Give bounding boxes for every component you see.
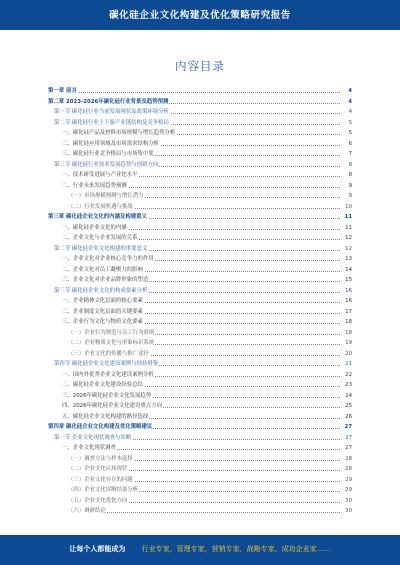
- toc-entry-label: （一）企业行为规范与员工行为准则: [68, 328, 155, 339]
- toc-entry-label: 二、企业文化对员工凝聚力的影响: [62, 265, 144, 276]
- toc-entry-page: 13: [345, 256, 352, 262]
- toc-entry[interactable]: [48, 422, 352, 433]
- toc-entry-label: 一、碳化硅企业文化的内涵: [62, 223, 128, 234]
- toc-entry-page: 5: [348, 130, 352, 136]
- footer-slogan: 让每个人都能成为: [69, 545, 126, 553]
- toc-entry-page: 20: [345, 350, 352, 357]
- toc-entry-label: 第三节 碳化硅行业技术发展趋势与创新方向: [54, 160, 159, 171]
- toc-entry-page: 11: [345, 224, 352, 231]
- toc-entry-page: 16: [345, 298, 352, 304]
- toc-entry-label: 二、碳化硅应用领域及市场需求结构分析: [62, 139, 160, 150]
- toc-entry-page: 25: [345, 403, 352, 409]
- toc-entry-page: 16: [345, 287, 352, 294]
- toc-entry-label: 第三节 碳化硅企业文化的构成要素分析: [54, 286, 148, 297]
- toc-entry-label: 一、碳化硅产品及材料市场规模与增长趋势分析: [62, 128, 176, 139]
- toc-entry[interactable]: [62, 380, 352, 391]
- toc-entry[interactable]: [62, 170, 352, 181]
- toc-entry-label: 一、企业文化现状调查: [62, 443, 117, 454]
- toc-entry-page: 23: [345, 382, 352, 388]
- toc-entry[interactable]: [54, 107, 352, 118]
- toc-entry-label: （四）企业文化诊断结果分析: [68, 485, 139, 496]
- toc-entry-label: 二、行业未来发展趋势预测: [62, 181, 128, 192]
- toc-entry[interactable]: [54, 286, 352, 297]
- toc-entry-label: 二、碳化硅企业文化建设经验总结: [62, 380, 144, 391]
- toc-entry-page: 30: [345, 508, 352, 514]
- header-band: [0, 0, 400, 30]
- toc-entry-label: 一、技术研发进展与产业化水平: [62, 170, 138, 181]
- toc-entry-label: 第四节 碳化硅企业文化建设案例与经验借鉴: [54, 359, 159, 370]
- toc-entry-label: 一、企业文化对企业核心竞争力的作用: [62, 254, 155, 265]
- toc-list: [0, 86, 400, 516]
- toc-entry[interactable]: [54, 359, 352, 370]
- toc-entry-label: 第二章 2023-2026年碳化硅行业背景及趋势预测: [48, 97, 169, 108]
- toc-entry-label: 一、国内外优秀企业文化建设案例分析: [62, 370, 155, 381]
- toc-entry-label: 第二节 碳化硅企业文化构建的重要意义: [54, 244, 148, 255]
- toc-entry-page: 19: [345, 340, 352, 346]
- toc-entry[interactable]: [54, 433, 352, 444]
- toc-entry[interactable]: [62, 181, 352, 192]
- toc-entry-label: （二）企业物质文化与形象标识系统: [68, 338, 155, 349]
- toc-entry[interactable]: [54, 160, 352, 171]
- toc-entry-page: 12: [345, 245, 352, 252]
- footer-tags: 行业专家，管理专家，营销专家，战略专家，成功企业家……: [141, 545, 331, 553]
- toc-entry[interactable]: [68, 475, 352, 486]
- toc-entry[interactable]: [68, 328, 352, 339]
- toc-entry[interactable]: [68, 496, 352, 507]
- toc-heading: 内容目录: [175, 59, 225, 73]
- toc-entry-label: 一、企业精神文化层面的核心要素: [62, 296, 144, 307]
- toc-entry-label: 三、企业文化对企业品牌形象的塑造: [62, 275, 149, 286]
- toc-entry-label: 第一节 企业文化现状调查与诊断: [54, 433, 132, 444]
- toc-entry-page: 9: [348, 182, 352, 189]
- toc-entry[interactable]: [48, 97, 352, 108]
- toc-entry[interactable]: [48, 86, 352, 97]
- toc-entry-page: 4: [348, 98, 352, 105]
- toc-entry[interactable]: [62, 401, 352, 412]
- toc-entry-page: 18: [345, 329, 352, 336]
- toc-entry-page: 12: [345, 235, 352, 241]
- toc-entry-page: 30: [345, 497, 352, 504]
- toc-entry[interactable]: [62, 254, 352, 265]
- toc-entry[interactable]: [68, 464, 352, 475]
- toc-entry-leader: [48, 92, 340, 93]
- toc-entry-page: 14: [345, 266, 352, 273]
- toc-entry-label: （三）企业文化存在的问题: [68, 475, 134, 486]
- toc-entry-label: 二、企业制度文化层面的关键要素: [62, 307, 144, 318]
- toc-entry[interactable]: [62, 139, 352, 150]
- toc-entry-label: 第四章 碳化硅企业文化构建及优化策略建议: [48, 422, 153, 433]
- toc-entry-page: 22: [345, 371, 352, 378]
- toc-entry-label: （三）企业文化的传播与推广途径: [68, 349, 150, 360]
- toc-entry-page: 17: [345, 308, 352, 315]
- toc-entry-leader: [68, 512, 340, 513]
- toc-entry[interactable]: [62, 370, 352, 381]
- toc-entry-page: 5: [348, 119, 352, 126]
- footer-text: [0, 544, 400, 554]
- toc-entry-label: （五）企业文化优化方向: [68, 496, 128, 507]
- toc-entry-label: 第二节 碳化硅行业上下游产业链结构及竞争格局: [54, 118, 170, 129]
- toc-entry-label: 三、2026年碳化硅企业文化发展趋势: [62, 391, 152, 402]
- toc-entry-page: 28: [345, 455, 352, 462]
- toc-entry-page: 28: [345, 466, 352, 472]
- toc-entry[interactable]: [68, 454, 352, 465]
- toc-entry[interactable]: [62, 223, 352, 234]
- toc-entry[interactable]: [62, 233, 352, 244]
- toc-entry[interactable]: [68, 338, 352, 349]
- toc-entry-label: （一）调查方法与样本选择: [68, 454, 134, 465]
- toc-entry-page: 4: [348, 88, 352, 94]
- toc-entry[interactable]: [62, 412, 352, 423]
- toc-entry-page: 11: [344, 214, 352, 220]
- toc-entry-label: 三、企业行为文化与物质文化要素: [62, 317, 144, 328]
- toc-entry[interactable]: [68, 202, 352, 213]
- toc-entry[interactable]: [68, 485, 352, 496]
- toc-entry[interactable]: [62, 317, 352, 328]
- toc-entry[interactable]: [54, 118, 352, 129]
- toc-entry-page: 4: [348, 109, 352, 115]
- toc-entry-label: 二、企业文化与企业发展的关系: [62, 233, 138, 244]
- toc-entry-label: （二）企业文化认知现状: [68, 464, 128, 475]
- toc-entry-page: 26: [345, 413, 352, 420]
- toc-entry[interactable]: [68, 349, 352, 360]
- toc-entry[interactable]: [62, 307, 352, 318]
- toc-entry-label: 五、碳化硅企业文化构建的路径选择: [62, 412, 149, 423]
- toc-entry[interactable]: [62, 275, 352, 286]
- toc-entry-page: 15: [345, 277, 352, 283]
- toc-entry-page: 27: [345, 445, 352, 451]
- toc-entry[interactable]: [48, 212, 352, 223]
- toc-entry[interactable]: [62, 149, 352, 160]
- toc-entry-page: 8: [348, 172, 352, 178]
- toc-entry-page: 21: [345, 361, 352, 367]
- toc-entry-page: 27: [345, 434, 352, 441]
- toc-entry-label: 第一节 碳化硅行业当前发展现状及政策环境分析: [54, 107, 170, 118]
- toc-entry[interactable]: [62, 296, 352, 307]
- toc-entry-page: 29: [345, 487, 352, 493]
- toc-entry-page: 7: [348, 151, 352, 157]
- toc-entry-page: 10: [345, 203, 352, 210]
- toc-entry[interactable]: [68, 506, 352, 517]
- toc-entry-page: 27: [344, 424, 352, 430]
- toc-entry[interactable]: [62, 391, 352, 402]
- report-title: 碳化硅企业文化构建及优化策略研究报告: [109, 10, 291, 21]
- toc-entry-label: （二）行业发展机遇与挑战: [68, 202, 134, 213]
- toc-entry-label: 三、碳化硅行业竞争格局与市场集中度: [62, 149, 155, 160]
- footer-band: [0, 535, 400, 565]
- toc-entry-label: 第三章 碳化硅企业文化的内涵及构建意义: [48, 212, 148, 223]
- toc-entry-label: 四、2026年碳化硅企业文化建设重点方向: [62, 401, 163, 412]
- toc-entry-page: 18: [345, 319, 352, 325]
- toc-entry-page: 24: [345, 392, 352, 399]
- toc-entry-label: （一）市场规模预测与增长潜力: [68, 191, 144, 202]
- toc-entry-page: 29: [345, 476, 352, 483]
- toc-entry-label: 第一章 前言: [48, 86, 78, 97]
- toc-entry[interactable]: [68, 191, 352, 202]
- toc-entry-page: 9: [348, 193, 352, 199]
- toc-entry-page: 8: [348, 161, 352, 168]
- toc-entry[interactable]: [62, 443, 352, 454]
- toc-entry[interactable]: [54, 244, 352, 255]
- toc-entry[interactable]: [62, 128, 352, 139]
- toc-entry[interactable]: [62, 265, 352, 276]
- toc-entry-page: 6: [348, 140, 352, 147]
- toc-entry-label: （六）调研结论: [68, 506, 107, 517]
